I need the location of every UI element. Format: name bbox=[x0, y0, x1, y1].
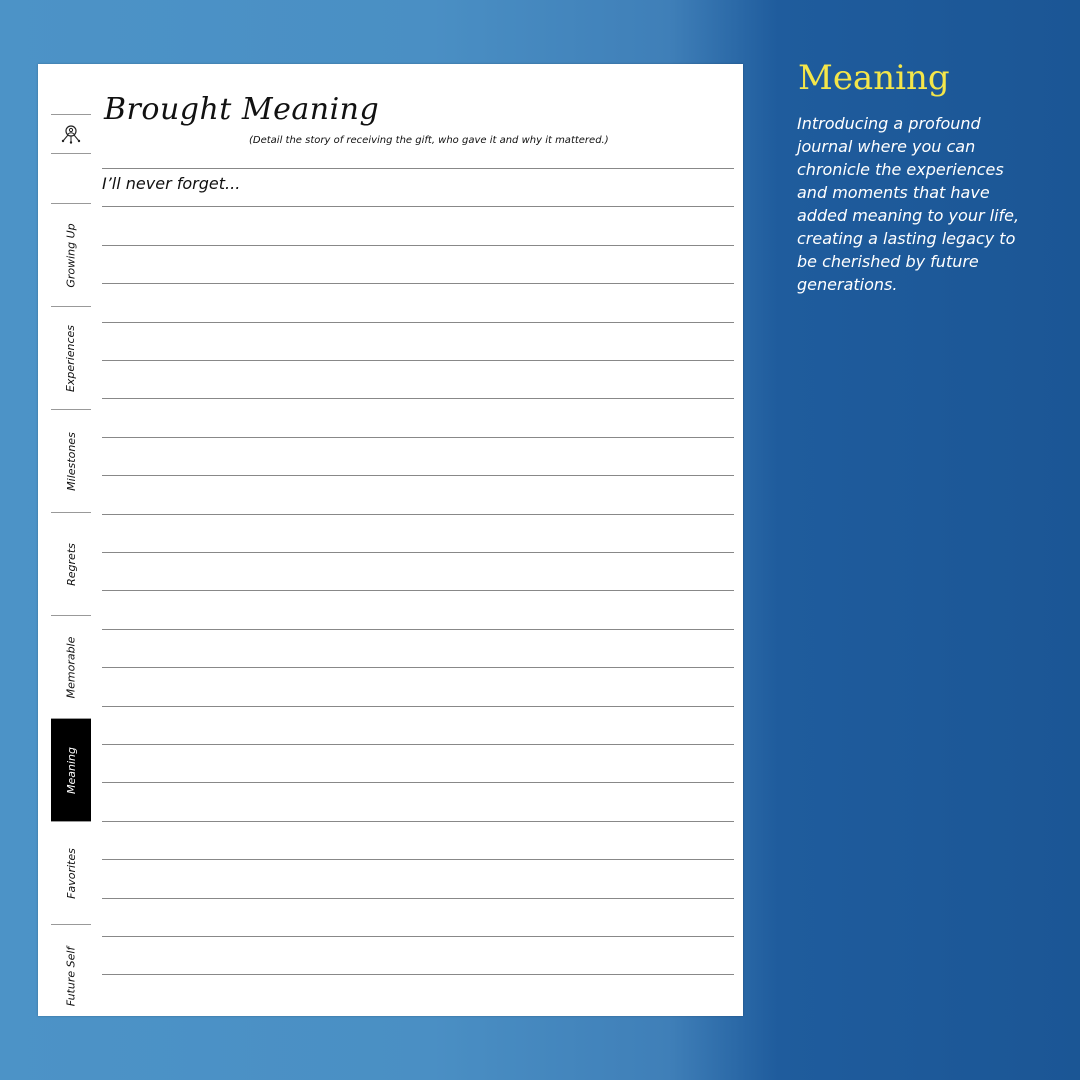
tab-future-self[interactable] bbox=[51, 924, 91, 1027]
tab-milestones[interactable] bbox=[51, 409, 91, 512]
writing-line bbox=[102, 744, 734, 745]
writing-line bbox=[102, 706, 734, 707]
tab-label: Milestones bbox=[64, 431, 78, 491]
tab-growing-up[interactable] bbox=[51, 203, 91, 306]
tab-label: Experiences bbox=[64, 324, 78, 392]
tab-experiences[interactable] bbox=[51, 306, 91, 409]
writing-line bbox=[102, 398, 734, 399]
writing-line bbox=[102, 974, 734, 975]
writing-line bbox=[102, 437, 734, 438]
tab-favorites[interactable] bbox=[51, 821, 91, 924]
tab-meaning[interactable] bbox=[51, 718, 91, 821]
writing-line bbox=[102, 936, 734, 937]
section-description: Introducing a profound journal where you can chronicle the experiences and moments that have added meaning to your life, creating a lasting legacy to be cherished by future generations. bbox=[797, 114, 1020, 294]
section-tabs bbox=[51, 114, 91, 1006]
writing-line bbox=[102, 590, 734, 591]
tab-memorable[interactable] bbox=[51, 615, 91, 718]
writing-line bbox=[102, 168, 734, 169]
writing-line bbox=[102, 514, 734, 515]
person-network-icon bbox=[60, 123, 82, 145]
writing-line bbox=[102, 859, 734, 860]
tab-label: Memorable bbox=[64, 636, 78, 698]
writing-prompt: I’ll never forget... bbox=[102, 174, 241, 193]
writing-line bbox=[102, 629, 734, 630]
writing-line bbox=[102, 283, 734, 284]
tab-label: Future Self bbox=[64, 946, 78, 1006]
writing-line bbox=[102, 821, 734, 822]
tab-label: Meaning bbox=[64, 746, 78, 794]
writing-line bbox=[102, 552, 734, 553]
tab-regrets[interactable] bbox=[51, 512, 91, 615]
page-subtitle: (Detail the story of receiving the gift, who gave it and why it mattered.) bbox=[249, 135, 609, 146]
writing-line bbox=[102, 360, 734, 361]
writing-line bbox=[102, 898, 734, 899]
journal-page bbox=[38, 64, 743, 1016]
writing-line bbox=[102, 206, 734, 207]
writing-line bbox=[102, 322, 734, 323]
writing-line bbox=[102, 782, 734, 783]
home-tab[interactable] bbox=[51, 114, 91, 154]
page-title: Brought Meaning bbox=[104, 92, 380, 127]
writing-line bbox=[102, 667, 734, 668]
writing-line bbox=[102, 475, 734, 476]
tab-label: Regrets bbox=[64, 542, 78, 586]
tab-label: Growing Up bbox=[64, 222, 78, 288]
writing-line bbox=[102, 245, 734, 246]
tab-label: Favorites bbox=[64, 847, 78, 899]
section-heading: Meaning bbox=[798, 58, 950, 98]
